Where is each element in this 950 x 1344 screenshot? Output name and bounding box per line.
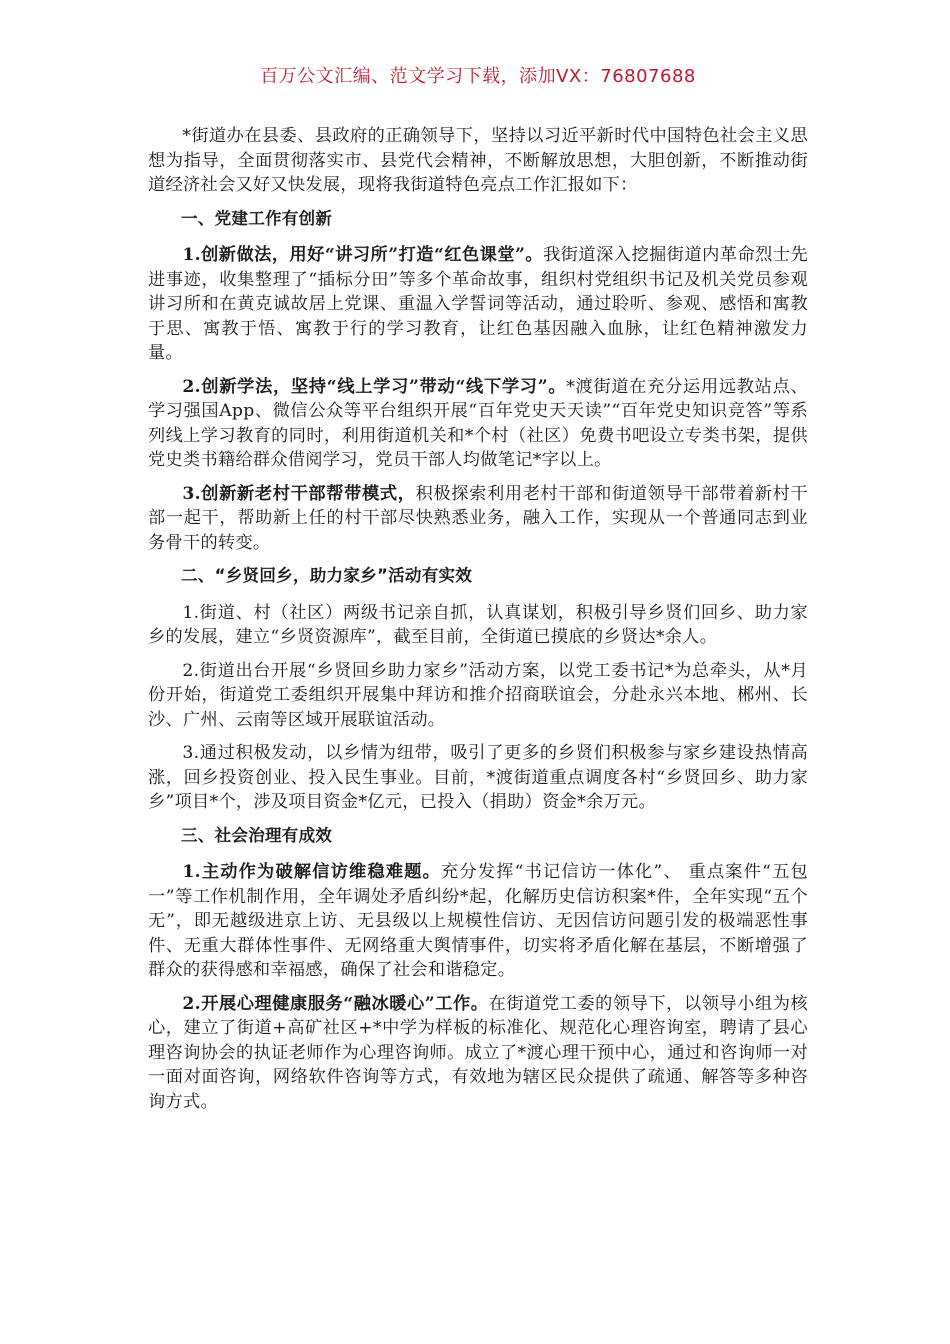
paragraph-lead: 2.开展心理健康服务“融冰暖心”工作。 [182,993,489,1014]
paragraph [148,482,808,556]
paragraph: 3.通过积极发动，以乡情为纽带，吸引了更多的乡贤们积极参与家乡建设热情高涨，回乡投资创业、投入民生事业。目前，*渡街道重点调度各村“乡贤回乡、助力家乡”项目*个，涉及项目资金*亿元，已投入（捐助）资金*余万元。 [148,743,808,812]
paragraph-lead: 1.主动作为破解信访维稳难题。 [182,862,442,882]
paragraph [148,375,808,473]
paragraph-text: 充分发挥“书记信访一体化”、 重点案件“五包一”等工作机制作用，全年调处矛盾纠纷*起，化解历史信访积案*件，全年实现“五个无”，即无越级进京上访、无县级以上规模性信访、无因信访问题引发的极端恶性事件、无重大群体性事件、无网络重大舆情事件，切实将矛盾化解在基层，不断增强了群众的获得感和幸福感，确保了社会和谐稳定。 [148,862,808,980]
paragraph-text: 积极探索利用老村干部和街道领导干部带着新村干部一起干，帮助新上任的村干部尽快熟悉业务，融入工作，实现从一个普通同志到业务骨干的转变。 [148,483,808,553]
section-heading-sages-return: 二、“乡贤回乡，助力家乡”活动有实效 [181,566,473,585]
intro-paragraph: *街道办在县委、县政府的正确领导下，坚持以习近平新时代中国特色社会主义思想为指导，全面贯彻落实市、县党代会精神，不断解放思想，大胆创新，不断推动街道经济社会又好又快发展，现将我街道特色亮点工作汇报如下： [148,126,808,195]
paragraph-lead: 2.创新学法，坚持“线上学习”带动“线下学习”。 [182,376,567,397]
paragraph-text: 我街道深入挖掘街道内革命烈士先进事迹，收集整理了“插标分田”等多个革命故事，组织村党组织书记及机关党员参观讲习所和在黄克诚故居上党课、重温入学誓词等活动，通过聆听、参观、感悟和寓教于思、寓教于悟、寓教于行的学习教育，让红色基因融入血脉，让红色精神激发力量。 [148,245,808,363]
paragraph [148,860,808,983]
section-heading-party-building: 一、党建工作有创新 [181,208,333,228]
promo-banner: 百万公文汇编、范文学习下载，添加VX：76807688 [260,66,696,87]
document-body [148,124,808,1114]
paragraph-text: 在街道党工委的领导下，以领导小组为核心，建立了街道+高矿社区+*中学为样板的标准化、规范化心理咨询室，聘请了县心理咨询协会的执证老师作为心理咨询师。成立了*渡心理干预中心，通过和咨询师一对一面对面咨询，网络软件咨询等方式，有效地为辖区民众提供了疏通、解答等多种咨询方式。 [148,993,808,1112]
paragraph: 2.街道出台开展“乡贤回乡助力家乡”活动方案，以党工委书记*为总牵头，从*月份开始，街道党工委组织开展集中拜访和推介招商联谊会，分赴永兴本地、郴州、长沙、广州、云南等区域开展联谊活动。 [148,660,808,730]
paragraph-lead: 3.创新新老村干部帮带模式， [182,483,416,504]
paragraph: 1.街道、村（社区）两级书记亲自抓，认真谋划，积极引导乡贤们回乡、助力家乡的发展，建立“乡贤资源库”，截至目前，全街道已摸底的乡贤达*余人。 [148,602,808,647]
section-heading-social-governance: 三、社会治理有成效 [181,825,333,845]
paragraph [148,992,808,1115]
paragraph-text: *渡街道在充分运用远教站点、学习强国App、微信公众等平台组织开展“百年党史天天读”“百年党史知识竞答”等系列线上学习教育的同时，利用街道机关和*个村（社区）免费书吧设立专类书架，提供党史类书籍给群众借阅学习，党员干部人均做笔记*字以上。 [148,376,808,470]
paragraph-lead: 1.创新做法，用好“讲习所”打造“红色课堂”。 [182,245,544,265]
paragraph [148,243,808,366]
